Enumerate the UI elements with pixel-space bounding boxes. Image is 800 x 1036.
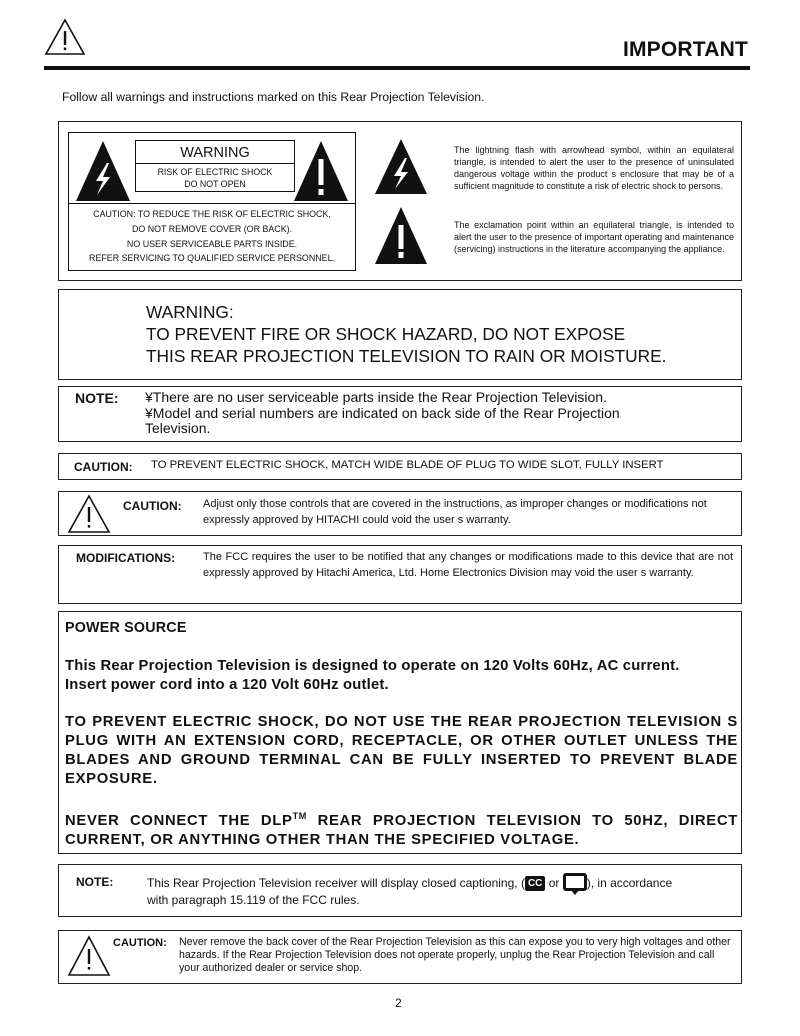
fire-shock-warning-box bbox=[58, 289, 742, 380]
caution-controls-text: Adjust only those controls that are covered in the instructions, as improper changes or modifications not expressly approved by HITACHI could void the user s warranty. bbox=[203, 498, 707, 526]
note-cc-line1 bbox=[147, 873, 737, 892]
exclamation-explanation: The exclamation point within an equilateral triangle, is intended to alert the user to the presence of important operating and maintenance (servicing) instructions in the literature accompanying the appliance. bbox=[454, 220, 734, 254]
power-source-para2-wrap bbox=[65, 713, 738, 789]
caution-controls-box bbox=[58, 491, 742, 536]
power-source-title: POWER SOURCE bbox=[65, 620, 187, 636]
cc-badge-icon: CC bbox=[525, 876, 545, 891]
intro-text: Follow all warnings and instructions marked on this Rear Projection Television. bbox=[62, 90, 485, 104]
trademark-mark: TM bbox=[292, 811, 308, 821]
warning-sub2: DO NOT OPEN bbox=[184, 179, 246, 189]
power-para3-pre: NEVER CONNECT THE DLP bbox=[65, 812, 293, 829]
caution-triangle-icon bbox=[67, 935, 111, 977]
modifications-label: MODIFICATIONS: bbox=[76, 551, 176, 565]
caution-triangle-icon bbox=[44, 18, 86, 56]
note-cc-or: or bbox=[545, 876, 563, 890]
lightning-triangle-icon bbox=[373, 136, 429, 196]
power-source-para3 bbox=[65, 807, 738, 850]
caution-cover-box bbox=[58, 930, 742, 984]
exclamation-triangle-icon bbox=[373, 204, 429, 266]
caution-line-3: NO USER SERVICEABLE PARTS INSIDE. bbox=[126, 238, 298, 249]
note-line3: Television. bbox=[145, 420, 211, 436]
big-warning-line3: THIS REAR PROJECTION TELEVISION TO RAIN OR MOISTURE. bbox=[146, 346, 667, 366]
modifications-box bbox=[58, 545, 742, 604]
note-cc-line2: with paragraph 15.119 of the FCC rules. bbox=[147, 893, 360, 907]
lightning-explanation: The lightning flash with arrowhead symbol, within an equilateral triangle, is intended to alert the user to the presence of uninsulated dangerous voltage within the product s enclosure that may be of a sufficient magnitude to constitute a risk of electric shock to persons. bbox=[454, 145, 734, 191]
page-title: IMPORTANT bbox=[622, 38, 748, 61]
header-rule bbox=[44, 66, 750, 70]
note-cc-text-post: ), in accordance bbox=[586, 876, 673, 890]
modifications-text: The FCC requires the user to be notified that any changes or modifications made to this device that are not expressly approved by Hitachi America, Ltd. Home Electronics Division may void the user s warranty. bbox=[203, 551, 733, 579]
lightning-triangle-icon bbox=[73, 137, 133, 203]
power-para3-post: REAR PROJECTION TELEVISION TO 50HZ, DIRECT CURRENT, OR ANYTHING OTHER THAN THE SPECIFIED VOLTAGE. bbox=[65, 812, 738, 848]
power-source-para2: TO PREVENT ELECTRIC SHOCK, DO NOT USE THE REAR PROJECTION TELEVISION S PLUG WITH AN EXTENSION CORD, RECEPTACLE, OR OTHER OUTLET UNLESS THE BLADES AND GROUND TERMINAL CAN BE FULLY INSERTED TO PREVENT BLADE EXPOSURE. bbox=[65, 714, 738, 787]
big-warning-line2: TO PREVENT FIRE OR SHOCK HAZARD, DO NOT EXPOSE bbox=[146, 324, 626, 344]
caution-controls-label: CAUTION: bbox=[123, 499, 182, 513]
caution-cover-text: Never remove the back cover of the Rear Projection Television as this can expose you to very high voltages and other hazards. If the Rear Projection Television does not operate properly, unplug the Rear Projection Television and call your authorized dealer or service shop. bbox=[179, 936, 731, 974]
caution-lines bbox=[69, 207, 355, 266]
caution-line-1: CAUTION: TO REDUCE THE RISK OF ELECTRIC SHOCK, bbox=[93, 209, 331, 219]
note-text bbox=[145, 390, 620, 437]
note-cc-text bbox=[147, 873, 737, 909]
note-label: NOTE: bbox=[75, 390, 119, 406]
warning-center-box bbox=[135, 140, 295, 192]
note-box bbox=[58, 386, 742, 442]
note-line1: ¥There are no user serviceable parts inside the Rear Projection Television. bbox=[145, 389, 607, 405]
caution-plug-text: TO PREVENT ELECTRIC SHOCK, MATCH WIDE BLADE OF PLUG TO WIDE SLOT, FULLY INSERT bbox=[151, 459, 664, 471]
label-divider bbox=[69, 203, 355, 204]
exclamation-triangle-icon bbox=[291, 137, 351, 203]
big-warning-line1: WARNING: bbox=[146, 302, 234, 322]
note-line2: ¥Model and serial numbers are indicated on back side of the Rear Projection bbox=[145, 404, 620, 421]
caution-plug-box bbox=[58, 453, 742, 480]
caution-line-4: REFER SERVICING TO QUALIFIED SERVICE PERSONNEL. bbox=[89, 253, 335, 264]
power-source-box bbox=[58, 611, 742, 854]
caution-cover-label: CAUTION: bbox=[113, 937, 167, 949]
note-cc-text-pre: This Rear Projection Television receiver will display closed captioning, ( bbox=[147, 876, 525, 890]
power-source-para3-wrap bbox=[65, 807, 738, 850]
caution-triangle-icon bbox=[67, 494, 111, 534]
warning-title: WARNING bbox=[136, 141, 294, 164]
caution-plug-label: CAUTION: bbox=[74, 460, 133, 474]
symbols-box bbox=[58, 121, 742, 281]
page-number: 2 bbox=[395, 996, 402, 1010]
power-source-para1: This Rear Projection Television is designed to operate on 120 Volts 60Hz, AC current. Insert power cord into a 120 Volt 60Hz outlet. bbox=[65, 658, 680, 693]
note-cc-box bbox=[58, 864, 742, 917]
big-warning-text bbox=[146, 301, 666, 367]
warning-sub1: RISK OF ELECTRIC SHOCK bbox=[157, 167, 273, 177]
warning-label bbox=[68, 132, 356, 271]
caption-speech-icon bbox=[563, 873, 587, 891]
caution-line-2: DO NOT REMOVE COVER (OR BACK). bbox=[131, 223, 293, 234]
note-cc-label: NOTE: bbox=[76, 875, 114, 889]
